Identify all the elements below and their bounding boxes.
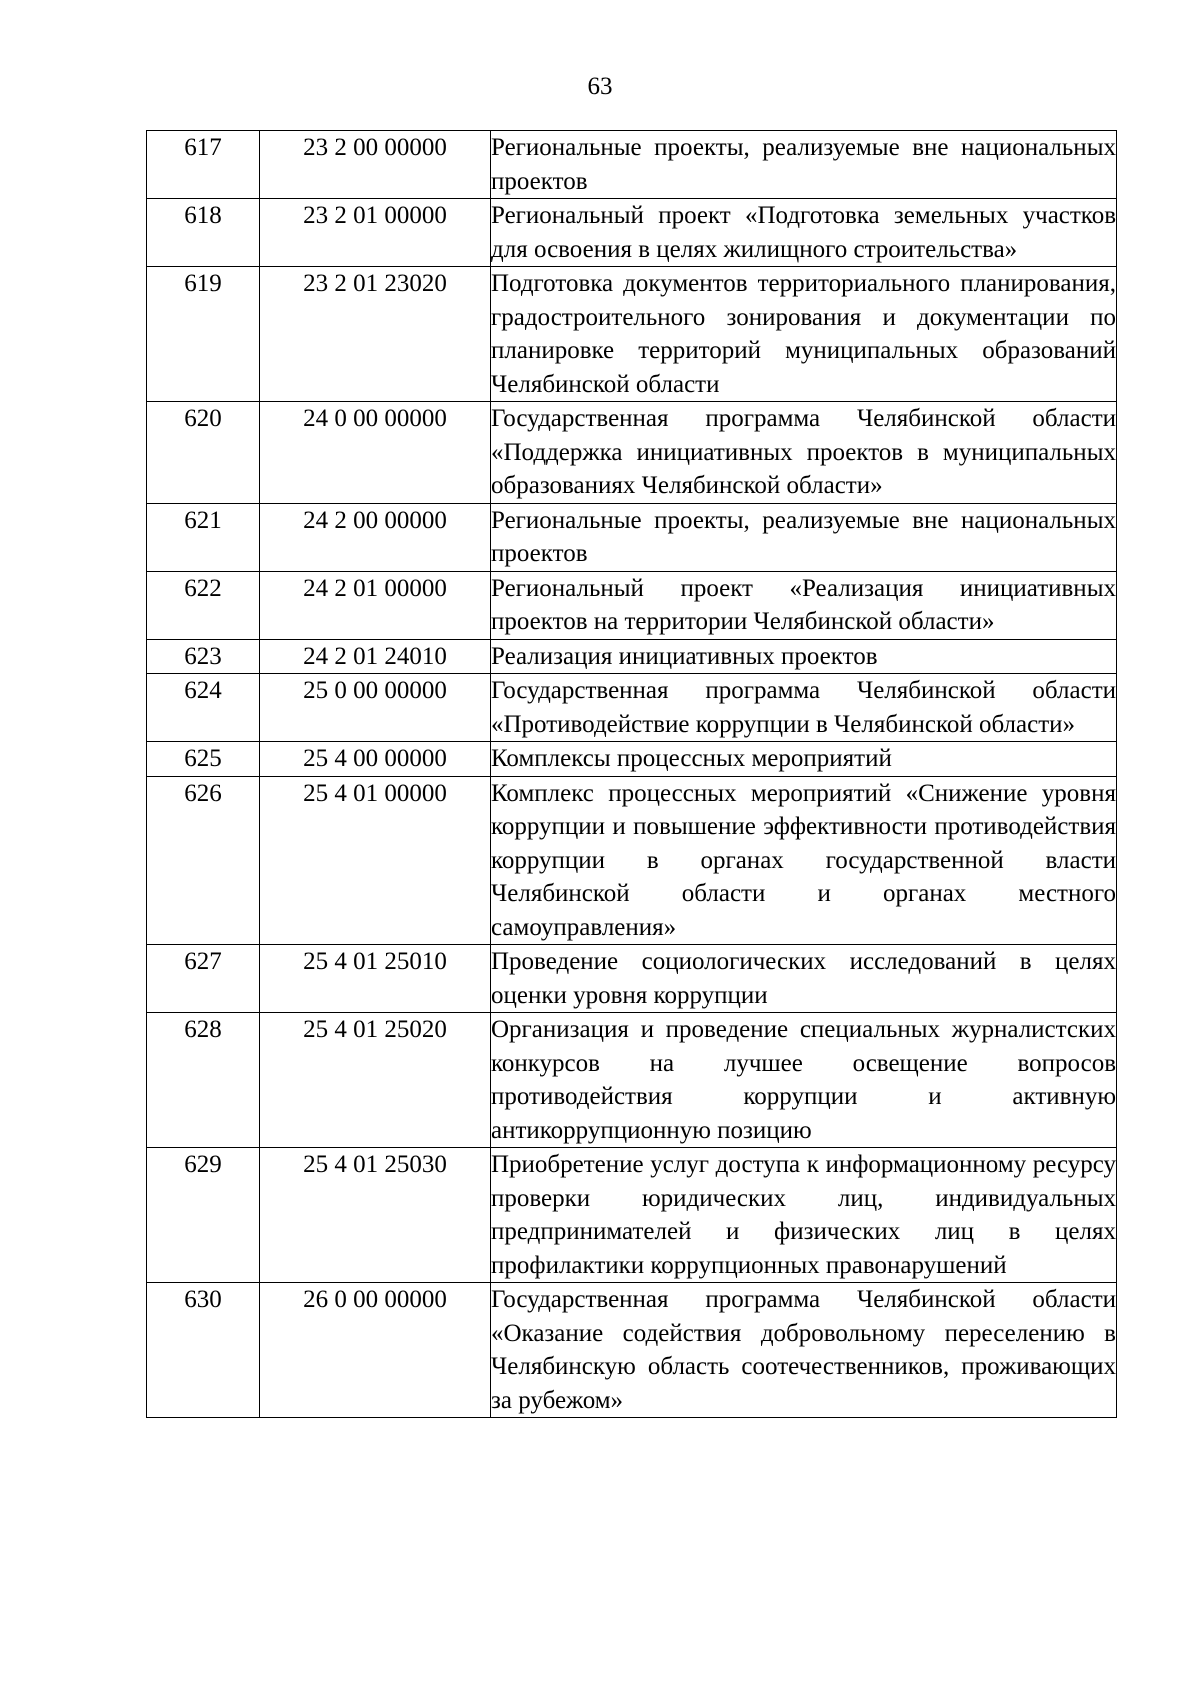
page-number: 63 [587,73,613,100]
code-cell: 25 4 01 25010 [260,945,491,1013]
name-cell: Приобретение услуг доступа к информационному ресурсу проверки юридических лиц, индивидуальных предпринимателей и физических лиц в целях профилактики коррупционных правонарушений [491,1148,1117,1283]
code-cell: 25 4 01 25020 [260,1013,491,1148]
code-cell: 25 4 01 25030 [260,1148,491,1283]
name-cell: Государственная программа Челябинской области «Противодействие коррупции в Челябинской области» [491,674,1117,742]
name-cell: Региональный проект «Реализация инициативных проектов на территории Челябинской области» [491,571,1117,639]
row-number-cell: 627 [147,945,260,1013]
code-cell: 24 2 01 24010 [260,639,491,674]
table-row [147,199,1117,267]
name-cell: Проведение социологических исследований в целях оценки уровня коррупции [491,945,1117,1013]
row-number-cell: 625 [147,742,260,777]
table-body [147,131,1117,1418]
row-number-cell: 619 [147,267,260,402]
row-number-cell: 624 [147,674,260,742]
row-number-cell: 620 [147,402,260,504]
row-number-cell: 626 [147,776,260,945]
table-row [147,1013,1117,1148]
code-cell: 25 4 00 00000 [260,742,491,777]
row-number-cell: 618 [147,199,260,267]
name-cell: Комплексы процессных мероприятий [491,742,1117,777]
code-cell: 25 4 01 00000 [260,776,491,945]
name-cell: Реализация инициативных проектов [491,639,1117,674]
table-row [147,571,1117,639]
name-cell: Комплекс процессных мероприятий «Снижение уровня коррупции и повышение эффективности противодействия коррупции в органах государственной власти Челябинской области и органах местного самоуправления» [491,776,1117,945]
table-row [147,776,1117,945]
row-number-cell: 629 [147,1148,260,1283]
code-cell: 25 0 00 00000 [260,674,491,742]
name-cell: Подготовка документов территориального планирования, градостроительного зонирования и документации по планировке территорий муниципальных образований Челябинской области [491,267,1117,402]
table-row [147,742,1117,777]
row-number-cell: 623 [147,639,260,674]
row-number-cell: 617 [147,131,260,199]
table-row [147,639,1117,674]
table-row [147,674,1117,742]
table-row [147,945,1117,1013]
row-number-cell: 622 [147,571,260,639]
code-cell: 24 2 01 00000 [260,571,491,639]
row-number-cell: 621 [147,503,260,571]
name-cell: Государственная программа Челябинской области «Оказание содействия добровольному переселению в Челябинскую область соотечественников, проживающих за рубежом» [491,1283,1117,1418]
table-row [147,131,1117,199]
table-row [147,402,1117,504]
table-row [147,267,1117,402]
code-cell: 23 2 00 00000 [260,131,491,199]
name-cell: Региональные проекты, реализуемые вне национальных проектов [491,503,1117,571]
code-cell: 26 0 00 00000 [260,1283,491,1418]
row-number-cell: 628 [147,1013,260,1148]
name-cell: Региональный проект «Подготовка земельных участков для освоения в целях жилищного строительства» [491,199,1117,267]
code-cell: 23 2 01 00000 [260,199,491,267]
table-row [147,1148,1117,1283]
budget-code-table [146,130,1117,1418]
table-row [147,1283,1117,1418]
code-cell: 23 2 01 23020 [260,267,491,402]
name-cell: Организация и проведение специальных журналистских конкурсов на лучшее освещение вопросов противодействия коррупции и активную антикоррупционную позицию [491,1013,1117,1148]
table-row [147,503,1117,571]
name-cell: Региональные проекты, реализуемые вне национальных проектов [491,131,1117,199]
row-number-cell: 630 [147,1283,260,1418]
code-cell: 24 0 00 00000 [260,402,491,504]
code-cell: 24 2 00 00000 [260,503,491,571]
name-cell: Государственная программа Челябинской области «Поддержка инициативных проектов в муниципальных образованиях Челябинской области» [491,402,1117,504]
